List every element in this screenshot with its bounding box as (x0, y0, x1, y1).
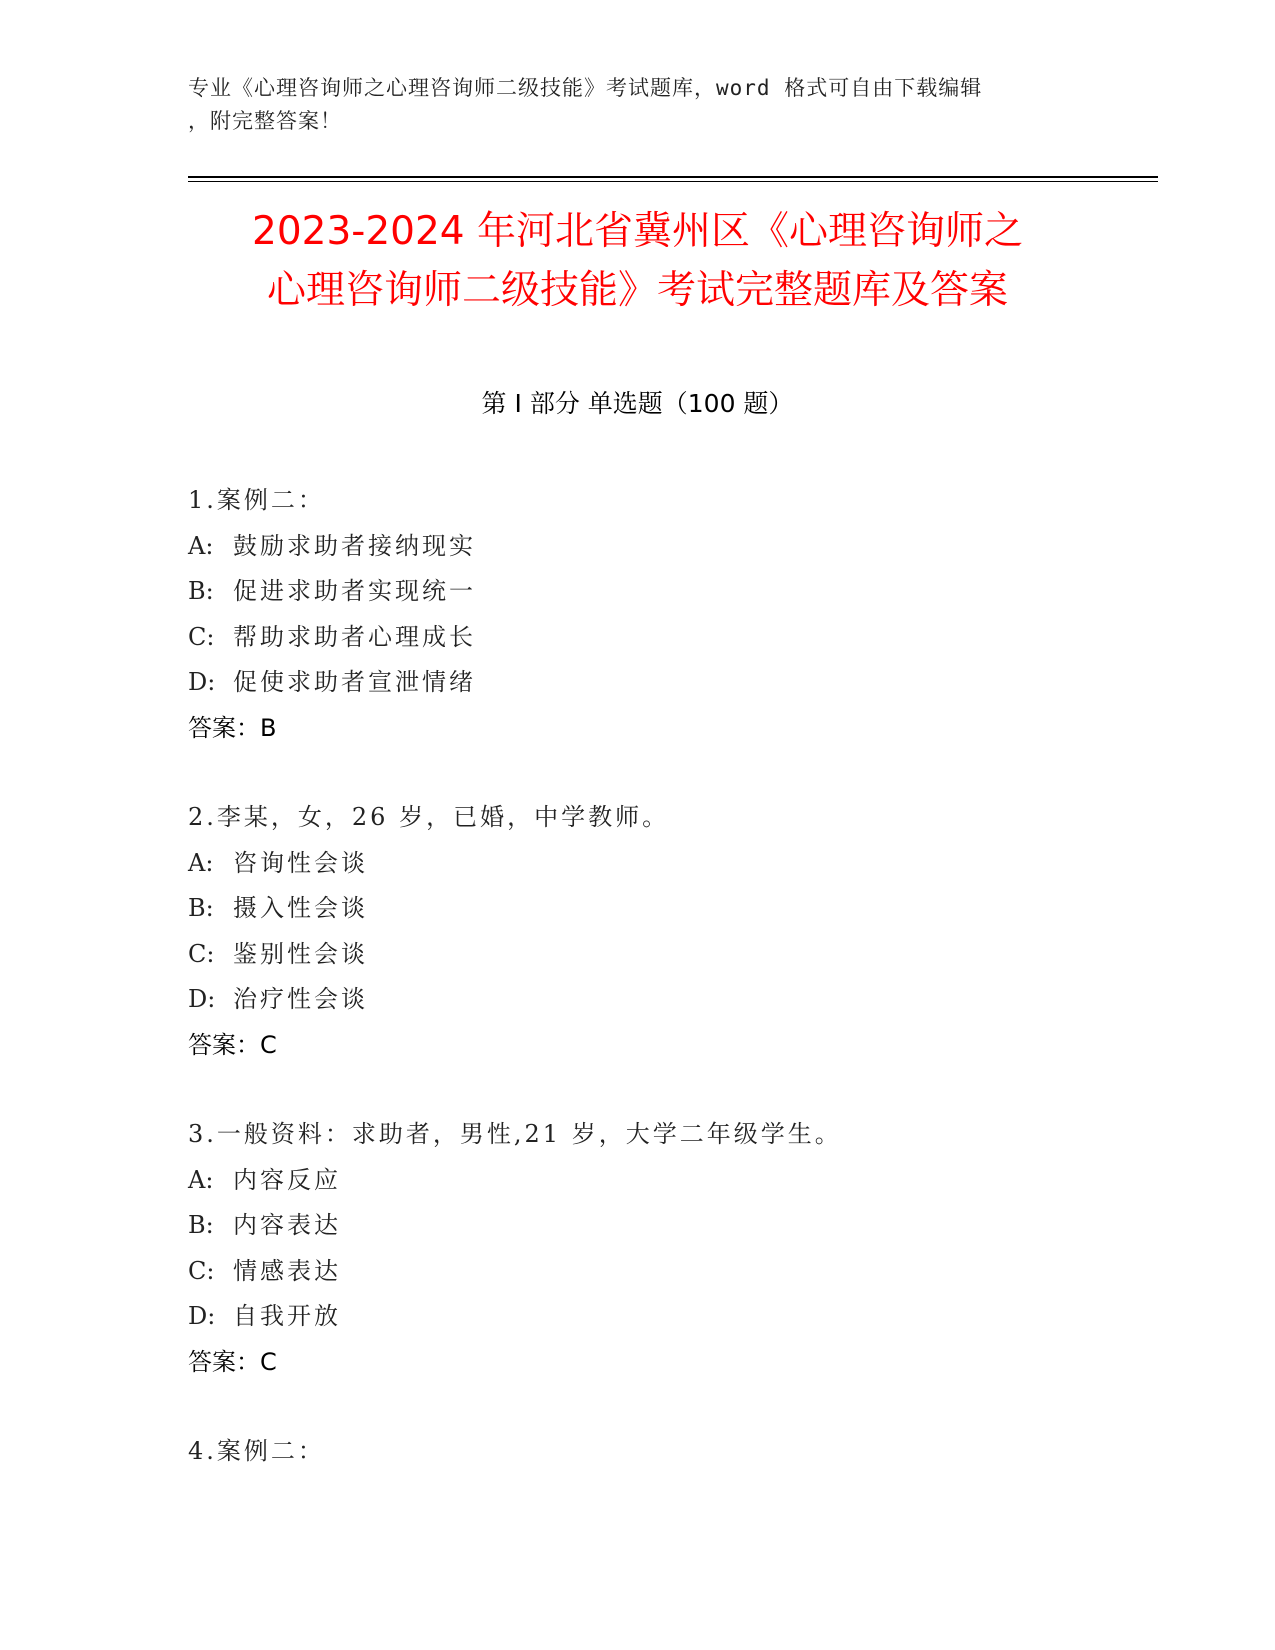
option-text: 治疗性会谈 (233, 985, 368, 1013)
question-3 (188, 1112, 1128, 1385)
option-d (188, 977, 1128, 1023)
question-stem: 3.一般资料：求助者，男性,21 岁，大学二年级学生。 (188, 1120, 842, 1148)
question-4 (188, 1429, 1128, 1475)
answer: 答案：C (188, 1030, 277, 1059)
option-b (188, 569, 1128, 615)
header-note-line-1: 专业《心理咨询师之心理咨询师二级技能》考试题库，word 格式可自由下载编辑 (188, 76, 983, 100)
document-title-line-1: 2023-2024 年河北省冀州区《心理咨询师之 (252, 209, 1023, 254)
option-c (188, 615, 1128, 661)
answer: 答案：C (188, 1347, 277, 1376)
header-rule-thin (188, 181, 1158, 182)
header-note-line-2: ，附完整答案！ (188, 109, 342, 133)
option-c (188, 1249, 1128, 1295)
option-text: 帮助求助者心理成长 (233, 622, 476, 651)
option-key: A: (188, 848, 214, 877)
option-key: A: (188, 1165, 214, 1194)
option-d (188, 660, 1128, 706)
option-text: 内容反应 (233, 1165, 341, 1194)
option-key: C: (188, 1256, 215, 1285)
question-stem: 2.李某，女，26 岁，已婚，中学教师。 (188, 803, 670, 831)
question-2 (188, 795, 1128, 1068)
option-key: A: (188, 531, 214, 560)
answer: 答案：B (188, 713, 277, 742)
option-text: 促进求助者实现统一 (233, 577, 476, 605)
option-text: 促使求助者宣泄情绪 (233, 668, 476, 696)
option-a (188, 1158, 1128, 1204)
option-c (188, 932, 1128, 978)
option-key: D: (188, 668, 216, 696)
option-b (188, 1203, 1128, 1249)
option-text: 内容表达 (233, 1211, 341, 1239)
header-rule-thick (188, 176, 1158, 178)
question-stem: 4.案例二： (188, 1437, 325, 1465)
question-stem: 1.案例二： (188, 486, 325, 514)
option-key: B: (188, 1211, 214, 1239)
document-title (160, 202, 1115, 320)
option-text: 自我开放 (233, 1302, 341, 1330)
question-1 (188, 478, 1128, 751)
option-a (188, 524, 1128, 570)
option-text: 摄入性会谈 (233, 894, 368, 922)
header-note (188, 72, 1088, 138)
question-list (188, 478, 1128, 1519)
option-key: B: (188, 577, 214, 605)
option-key: C: (188, 622, 215, 651)
option-b (188, 886, 1128, 932)
document-title-line-2: 心理咨询师二级技能》考试完整题库及答案 (266, 268, 1008, 313)
option-key: D: (188, 1302, 216, 1330)
option-text: 鉴别性会谈 (233, 939, 368, 968)
option-key: D: (188, 985, 216, 1013)
option-key: B: (188, 894, 214, 922)
option-text: 咨询性会谈 (233, 848, 368, 877)
option-a (188, 841, 1128, 887)
section-title: 第 I 部分 单选题（100 题） (481, 389, 794, 418)
option-key: C: (188, 939, 215, 968)
option-d (188, 1294, 1128, 1340)
option-text: 情感表达 (233, 1256, 341, 1285)
option-text: 鼓励求助者接纳现实 (233, 531, 476, 560)
